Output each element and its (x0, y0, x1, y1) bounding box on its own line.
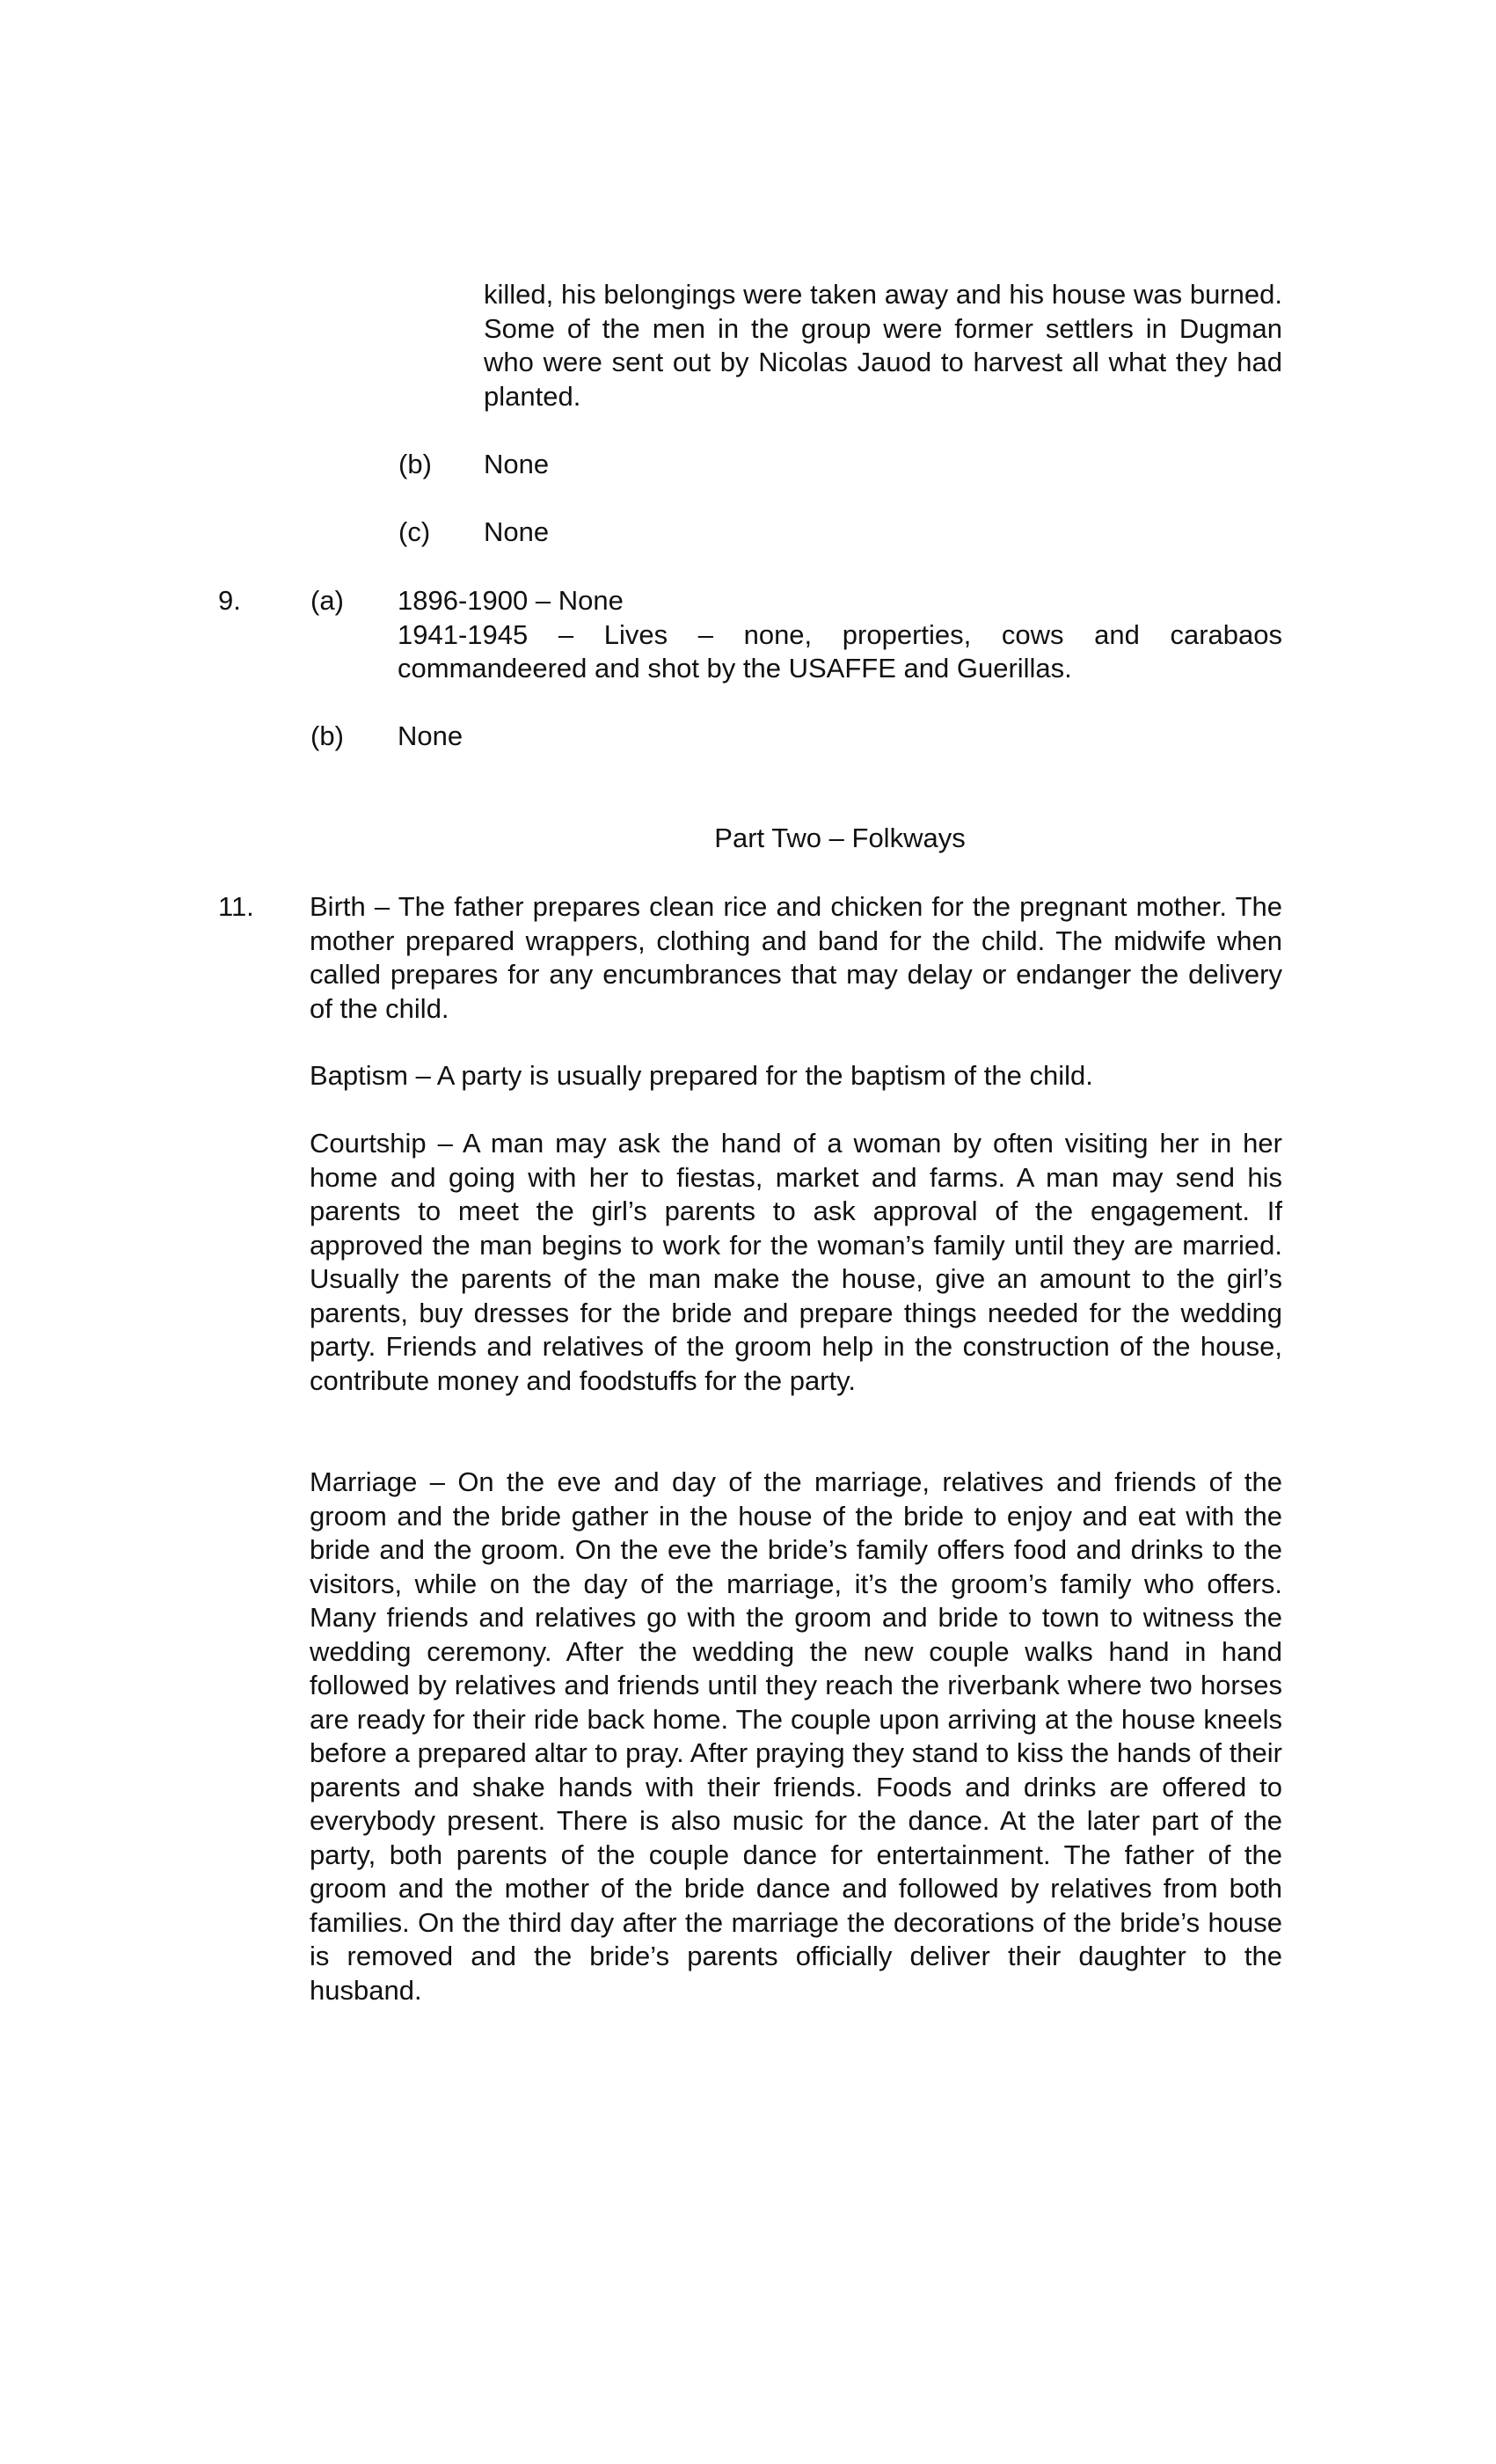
part-heading: Part Two – Folkways (714, 823, 966, 853)
section-8c-text: None (484, 516, 550, 547)
section-8b-text: None (484, 449, 550, 479)
section-11-number: 11. (218, 891, 254, 922)
marriage-paragraph: Marriage – On the eve and day of the marriage, relatives and friends of the groom and the bride gather in the house of the bride to enjoy and eat with the bride and the groom. On the eve the bride’s family offers food and drinks to the visitors, while on the day of the marriage, it’s the groom’s family who offers. Many friends and relatives go with the groom and bride to town to witness the wedding ceremony. After the wedding the new couple walks hand in hand followed by relatives and friends until they reach the riverbank where two horses are ready for their ride back home. The couple upon arriving at the house kneels before a prepared altar to pray. After praying they stand to kiss the hands of their parents and shake hands with their friends. Foods and drinks are offered to everybody present. There is also music for the dance. At the later part of the party, both parents of the couple dance for entertainment. The father of the groom and the mother of the bride dance and followed by relatives from both families. On the third day after the marriage the decorations of the bride’s house is removed and the bride’s parents officially deliver their daughter to the husband. (310, 1466, 1282, 2006)
section-9b-label: (b) (310, 720, 344, 751)
baptism-paragraph: Baptism – A party is usually prepared for the baptism of the child. (310, 1060, 1093, 1091)
section-9-number: 9. (218, 585, 241, 616)
section-9a-label: (a) (310, 585, 344, 616)
courtship-paragraph: Courtship – A man may ask the hand of a woman by often visiting her in her home and going with her to fiestas, market and farms. A man may send his parents to meet the girl’s parents to ask approval of the engagement. If approved the man begins to work for the woman’s family until they are married. Usually the parents of the man make the house, give an amount to the girl’s parents, buy dresses for the bride and prepare things needed for the wedding party. Friends and relatives of the groom help in the construction of the house, contribute money and foodstuffs for the party. (310, 1128, 1282, 1396)
section-9a-line-1: 1896-1900 – None (398, 585, 624, 616)
section-9a-text (398, 584, 1282, 686)
section-8b-label: (b) (398, 449, 432, 479)
section-9a-line-3: commandeered and shot by the USAFFE and Guerillas. (398, 653, 1072, 684)
section-9b-text: None (398, 720, 463, 751)
section-8a-continuation: killed, his belongings were taken away and his house was burned. Some of the men in the group were former settlers in Dugman who were sent out by Nicolas Jauod to harvest all what they had planted. (484, 279, 1282, 412)
section-9a-line-2: 1941-1945 – Lives – none, properties, cows and carabaos (398, 618, 1282, 650)
birth-paragraph: Birth – The father prepares clean rice and chicken for the pregnant mother. The mother prepared wrappers, clothing and band for the child. The midwife when called prepares for any encumbrances that may delay or endanger the delivery of the child. (310, 891, 1282, 1024)
section-8c-label: (c) (398, 516, 431, 547)
